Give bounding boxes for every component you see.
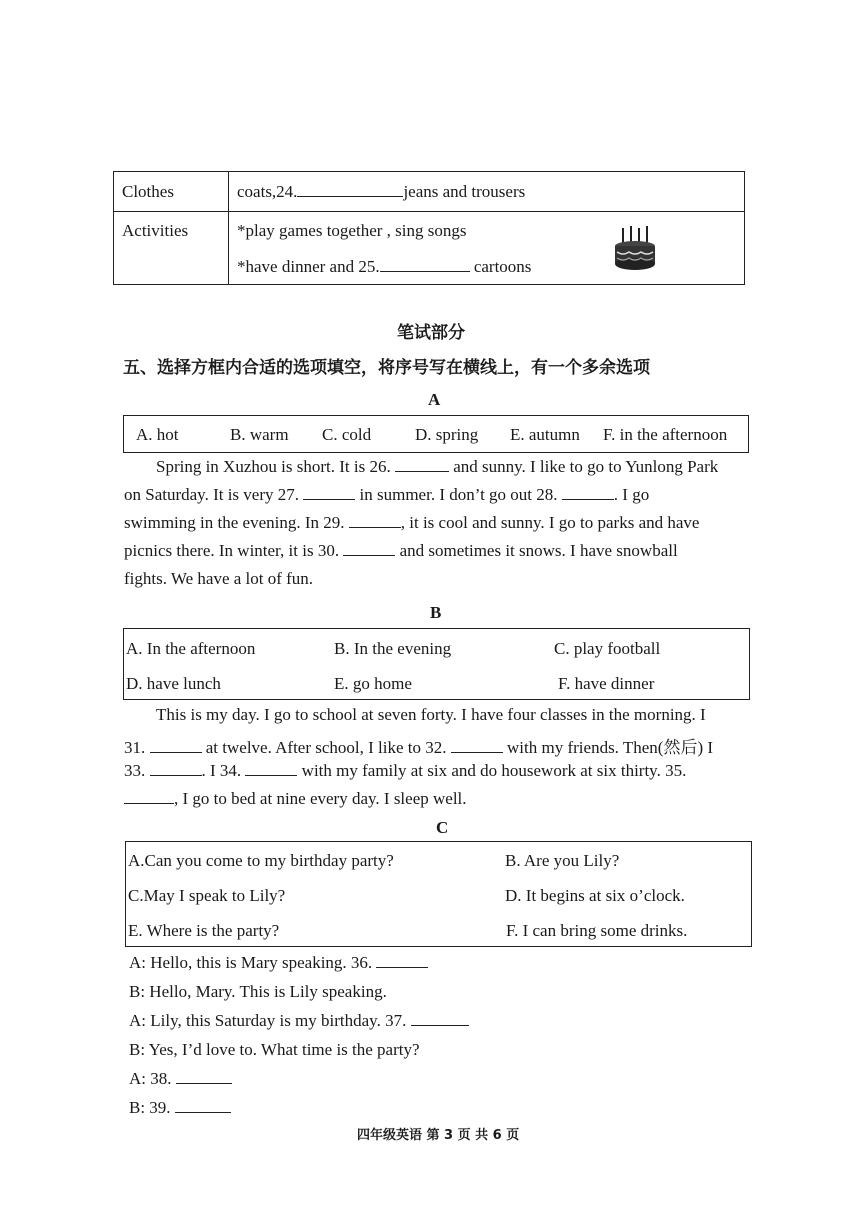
part-a-option: E. autumn (510, 425, 580, 444)
blank-28[interactable] (562, 485, 614, 500)
dialogue-line: B: 39. (129, 1098, 231, 1118)
blank-38[interactable] (176, 1069, 232, 1084)
table-clothes-line: coats,24. jeans and trousers (237, 182, 526, 201)
part-c-option: E. Where is the party? (128, 921, 280, 940)
part-a-passage-line: picnics there. In winter, it is 30. and sometimes it snows. I have snowball (124, 541, 678, 560)
table-label-activities: Activities (122, 221, 189, 240)
part-a-option: C. cold (322, 425, 372, 444)
blank-36[interactable] (376, 953, 428, 968)
page-footer: 四年级英语 第 3 页 共 6 页 (357, 1128, 520, 1143)
dialogue-line: B: Yes, I’d love to. What time is the party? (129, 1040, 420, 1059)
part-b-options-box (123, 628, 750, 700)
blank-39[interactable] (175, 1098, 231, 1113)
part-a-passage-line: swimming in the evening. In 29. , it is cool and sunny. I go to parks and have (124, 513, 700, 532)
blank-34[interactable] (245, 761, 297, 776)
blank-26[interactable] (395, 457, 449, 472)
section5-instruction: 五、选择方框内合适的选项填空，将序号写在横线上，有一个多余选项 (123, 358, 650, 378)
table-activities-line2: *have dinner and 25. cartoons (237, 257, 532, 276)
part-b-option: C. play football (554, 639, 661, 658)
blank-24[interactable] (297, 182, 403, 197)
part-a-options-box (123, 415, 749, 453)
part-b-passage-line: 33. . I 34. with my family at six and do housework at six thirty. 35. (124, 761, 687, 780)
part-a-option: D. spring (415, 425, 479, 444)
blank-25[interactable] (380, 257, 470, 272)
blank-31[interactable] (150, 738, 202, 753)
part-c-option: A.Can you come to my birthday party? (128, 851, 394, 870)
part-a-passage-line: on Saturday. It is very 27. in summer. I don’t go out 28. . I go (124, 485, 650, 504)
blank-35[interactable] (124, 789, 174, 804)
blank-32[interactable] (451, 738, 503, 753)
part-a-passage-line: Spring in Xuzhou is short. It is 26. and sunny. I like to go to Yunlong Park (156, 457, 719, 476)
blank-37[interactable] (411, 1011, 469, 1026)
part-c-option: C.May I speak to Lily? (128, 886, 286, 905)
birthday-cake-icon (609, 224, 661, 274)
part-a-option: A. hot (136, 425, 179, 444)
dialogue-line: A: 38. (129, 1069, 232, 1089)
part-b-option: E. go home (334, 674, 412, 693)
part-a-passage-line: fights. We have a lot of fun. (124, 569, 314, 588)
part-a-option: F. in the afternoon (603, 425, 728, 444)
part-a-option: B. warm (230, 425, 289, 444)
part-c-letter: C (436, 818, 449, 837)
part-b-option: F. have dinner (558, 674, 655, 693)
part-a-letter: A (428, 390, 441, 409)
blank-29[interactable] (349, 513, 401, 528)
blank-30[interactable] (343, 541, 395, 556)
part-c-option: D. It begins at six o’clock. (505, 886, 685, 905)
part-b-passage-line: 31. at twelve. After school, I like to 32. with my friends. Then(然后) I (124, 738, 714, 757)
dialogue-line: A: Hello, this is Mary speaking. 36. (129, 953, 428, 973)
dialogue-line: B: Hello, Mary. This is Lily speaking. (129, 982, 387, 1001)
table-label-clothes: Clothes (122, 182, 174, 201)
dialogue-line: A: Lily, this Saturday is my birthday. 37. (129, 1011, 469, 1031)
table-column-divider (228, 172, 229, 284)
part-c-option: F. I can bring some drinks. (506, 921, 688, 940)
blank-33[interactable] (150, 761, 202, 776)
written-section-title: 笔试部分 (397, 323, 465, 343)
part-b-option: A. In the afternoon (126, 639, 256, 658)
table-activities-line1: *play games together , sing songs (237, 221, 467, 240)
table-row-divider (114, 211, 744, 212)
part-b-passage-line: , I go to bed at nine every day. I sleep well. (124, 789, 467, 809)
part-b-letter: B (430, 603, 442, 622)
part-b-option: B. In the evening (334, 639, 452, 658)
part-b-option: D. have lunch (126, 674, 221, 693)
top-table (113, 171, 745, 285)
part-c-options-box (125, 841, 752, 947)
blank-27[interactable] (303, 485, 355, 500)
part-c-option: B. Are you Lily? (505, 851, 620, 870)
part-b-passage-line: This is my day. I go to school at seven forty. I have four classes in the morning. I (156, 705, 706, 724)
